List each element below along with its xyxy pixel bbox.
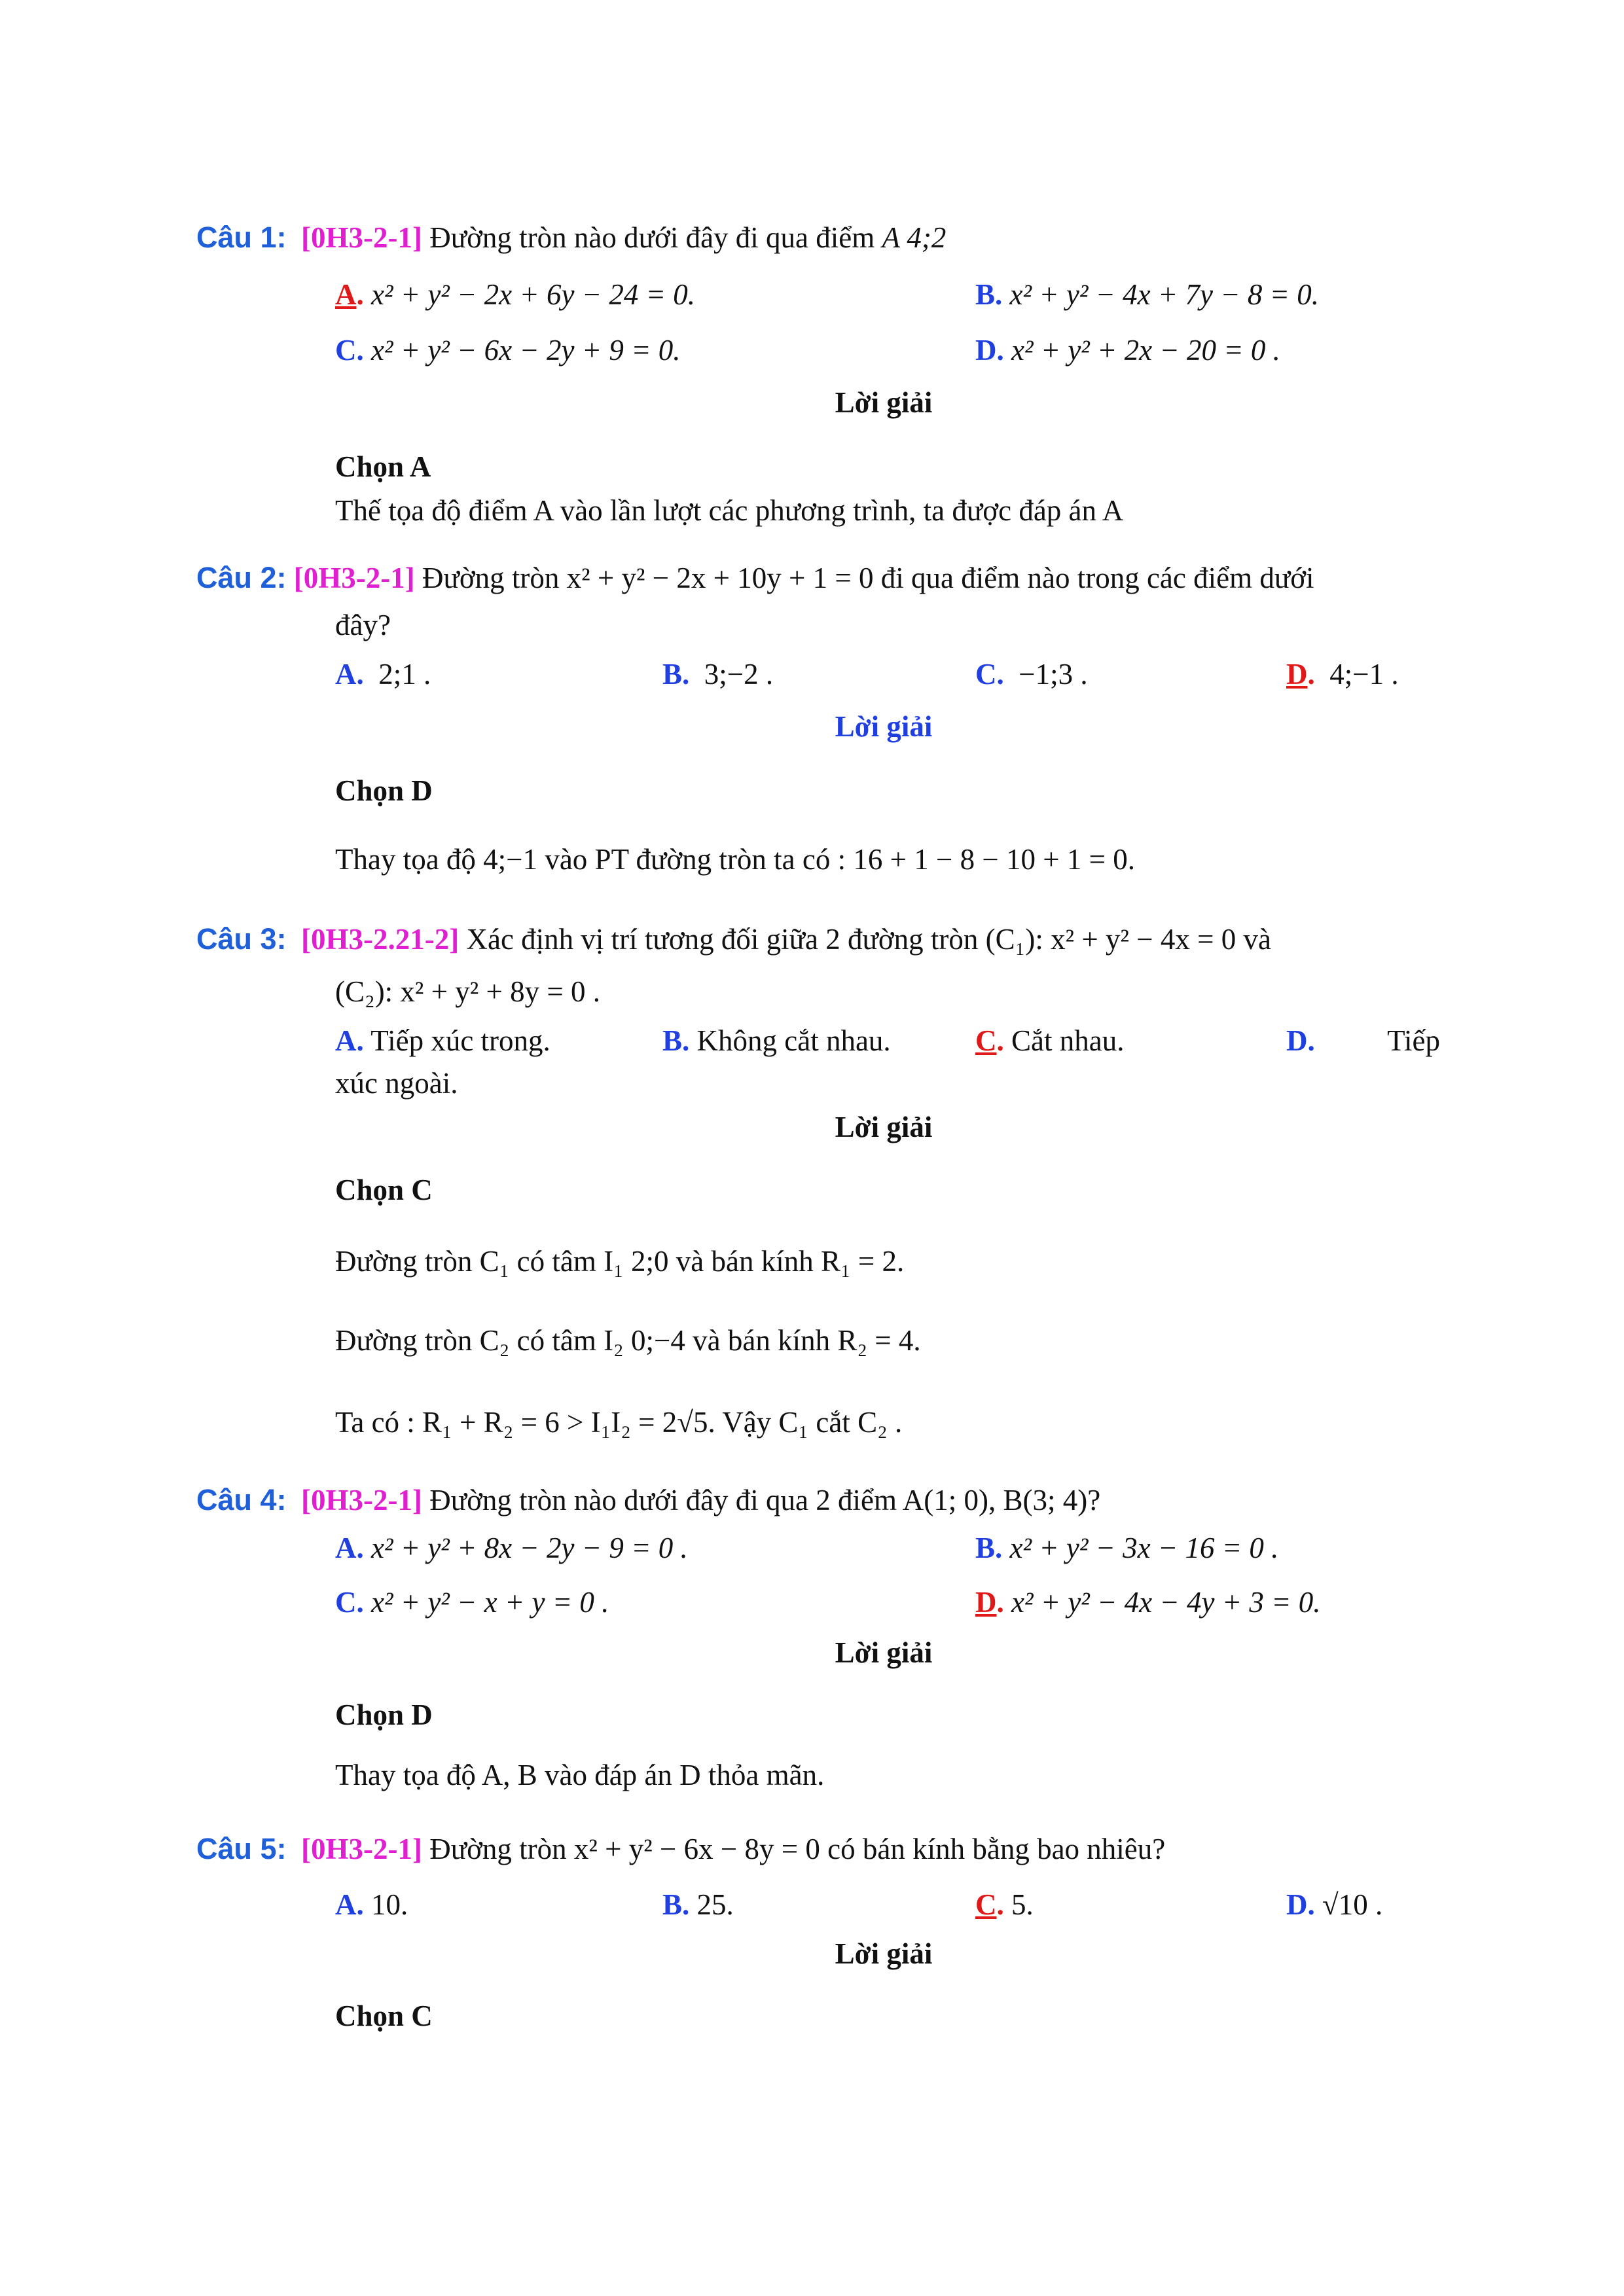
question-1-line bbox=[196, 218, 946, 257]
option-c[interactable] bbox=[975, 655, 1088, 694]
solution-title: Lời giải bbox=[835, 1111, 933, 1143]
chosen-answer: Chọn C bbox=[335, 2000, 433, 2032]
option-text: x² + y² + 8x − 2y − 9 = 0 . bbox=[371, 1532, 688, 1564]
option-letter: D. bbox=[975, 334, 1004, 367]
solution-title: Lời giải bbox=[835, 386, 933, 419]
option-b[interactable] bbox=[975, 275, 1319, 314]
option-text: 25. bbox=[696, 1888, 734, 1921]
option-letter: A bbox=[335, 278, 357, 311]
option-text: Không cắt nhau. bbox=[696, 1024, 891, 1057]
option-text: −1;3 . bbox=[1019, 658, 1088, 691]
option-text-continued: xúc ngoài. bbox=[335, 1067, 458, 1100]
option-letter: B. bbox=[975, 1532, 1003, 1564]
question-text-continued: đây? bbox=[335, 609, 391, 641]
option-text: 2;1 . bbox=[378, 658, 431, 691]
question-label: Câu 1: bbox=[196, 221, 287, 254]
solution-title: Lời giải bbox=[835, 1937, 933, 1970]
option-letter: A. bbox=[335, 658, 364, 691]
option-d[interactable] bbox=[975, 331, 1280, 370]
option-c[interactable]: C. 5. bbox=[975, 1888, 1034, 1921]
option-letter: B. bbox=[662, 1024, 690, 1057]
explanation-line: Đường tròn C₁ có tâm I₁ 2;0 và bán kính R₁ = 2. bbox=[335, 1245, 905, 1278]
option-letter: C. bbox=[975, 658, 1004, 691]
option-text: x² + y² − 4x − 4y + 3 = 0. bbox=[1011, 1586, 1321, 1619]
question-5-line bbox=[196, 1829, 1165, 1869]
question-4-line bbox=[196, 1480, 1100, 1520]
question-text: Đường tròn nào dưới đây đi qua 2 điểm A(1; 0), B(3; 4)? bbox=[429, 1484, 1101, 1516]
explanation-line: Đường tròn C₂ có tâm I₂ 0;−4 và bán kính R₂ = 4. bbox=[335, 1324, 921, 1357]
explanation-line: Ta có : R₁ + R₂ = 6 > I₁I₂ = 2√5. Vậy C₁ cắt C₂ . bbox=[335, 1406, 903, 1439]
option-d[interactable]: D. 4;−1 . bbox=[1286, 658, 1399, 691]
question-3-line bbox=[196, 920, 1271, 959]
option-text: x² + y² − 3x − 16 = 0 . bbox=[1009, 1532, 1279, 1564]
option-text: x² + y² − 4x + 7y − 8 = 0. bbox=[1009, 278, 1319, 311]
question-tag: [0H3-2-1] bbox=[301, 1484, 422, 1516]
question-label: Câu 2: bbox=[196, 561, 287, 594]
option-text: x² + y² − 6x − 2y + 9 = 0. bbox=[371, 334, 681, 367]
question-tag: [0H3-2-1] bbox=[293, 562, 415, 594]
option-letter: C bbox=[975, 1024, 997, 1057]
explanation-line: Thay tọa độ 4;−1 vào PT đường tròn ta có : 16 + 1 − 8 − 10 + 1 = 0. bbox=[335, 843, 1136, 876]
option-letter: A. bbox=[335, 1024, 364, 1057]
option-text: 4;−1 . bbox=[1329, 658, 1399, 691]
option-d[interactable] bbox=[1286, 1021, 1440, 1060]
option-letter: C bbox=[975, 1888, 997, 1921]
option-text: Cắt nhau. bbox=[1011, 1024, 1125, 1057]
question-label: Câu 5: bbox=[196, 1832, 287, 1865]
option-text: √10 . bbox=[1322, 1888, 1383, 1921]
question-2-line bbox=[196, 558, 1314, 598]
explanation-line: Thế tọa độ điểm A vào lần lượt các phương trình, ta được đáp án A bbox=[335, 494, 1124, 527]
option-letter: C. bbox=[335, 334, 364, 367]
option-text: 10. bbox=[371, 1888, 408, 1921]
question-tag: [0H3-2-1] bbox=[301, 1833, 422, 1865]
option-b[interactable] bbox=[662, 655, 773, 694]
question-text: Đường tròn x² + y² − 2x + 10y + 1 = 0 đi qua điểm nào trong các điểm dưới bbox=[422, 562, 1314, 594]
option-letter: D bbox=[1286, 658, 1308, 691]
question-label: Câu 3: bbox=[196, 922, 287, 956]
option-text: 5. bbox=[1011, 1888, 1034, 1921]
option-a[interactable] bbox=[335, 1885, 408, 1924]
chosen-answer: Chọn C bbox=[335, 1174, 433, 1206]
option-b[interactable] bbox=[662, 1021, 891, 1060]
option-d[interactable]: D. x² + y² − 4x − 4y + 3 = 0. bbox=[975, 1586, 1321, 1619]
option-a[interactable]: A. x² + y² − 2x + 6y − 24 = 0. bbox=[335, 278, 695, 311]
option-text: x² + y² − x + y = 0 . bbox=[371, 1586, 609, 1619]
option-a[interactable] bbox=[335, 655, 431, 694]
option-c[interactable]: C. Cắt nhau. bbox=[975, 1024, 1125, 1057]
solution-title: Lời giải bbox=[835, 710, 933, 743]
option-letter: D bbox=[975, 1586, 997, 1619]
option-letter: B. bbox=[975, 278, 1003, 311]
option-letter: D. bbox=[1286, 1888, 1315, 1921]
chosen-answer: Chọn A bbox=[335, 450, 431, 483]
option-letter: B. bbox=[662, 658, 690, 691]
option-text: x² + y² − 2x + 6y − 24 = 0. bbox=[371, 278, 695, 311]
option-text: Tiếp xúc trong. bbox=[370, 1024, 550, 1057]
question-text-continued: (C₂): x² + y² + 8y = 0 . bbox=[335, 975, 601, 1008]
option-letter: C. bbox=[335, 1586, 364, 1619]
question-point: A 4;2 bbox=[882, 221, 947, 254]
option-b[interactable] bbox=[662, 1885, 734, 1924]
question-label: Câu 4: bbox=[196, 1483, 287, 1516]
solution-title: Lời giải bbox=[835, 1636, 933, 1669]
option-text: 3;−2 . bbox=[704, 658, 774, 691]
explanation-line: Thay tọa độ A, B vào đáp án D thỏa mãn. bbox=[335, 1759, 825, 1791]
option-c[interactable] bbox=[335, 1583, 609, 1622]
question-text: Xác định vị trí tương đối giữa 2 đường tròn (C₁): x² + y² − 4x = 0 và bbox=[466, 923, 1271, 956]
option-letter: B. bbox=[662, 1888, 690, 1921]
question-tag: [0H3-2-1] bbox=[301, 221, 422, 254]
option-c[interactable] bbox=[335, 331, 680, 370]
chosen-answer: Chọn D bbox=[335, 774, 433, 807]
option-a[interactable] bbox=[335, 1021, 550, 1060]
option-letter: D. bbox=[1286, 1024, 1315, 1057]
option-letter: A. bbox=[335, 1532, 364, 1564]
option-text: Tiếp bbox=[1387, 1024, 1440, 1057]
chosen-answer: Chọn D bbox=[335, 1698, 433, 1731]
option-letter: A. bbox=[335, 1888, 364, 1921]
option-text: x² + y² + 2x − 20 = 0 . bbox=[1011, 334, 1280, 367]
option-d[interactable] bbox=[1286, 1885, 1382, 1924]
question-text: Đường tròn x² + y² − 6x − 8y = 0 có bán kính bằng bao nhiêu? bbox=[429, 1833, 1166, 1865]
option-a[interactable] bbox=[335, 1528, 688, 1568]
option-b[interactable] bbox=[975, 1528, 1278, 1568]
question-tag: [0H3-2.21-2] bbox=[301, 923, 460, 956]
question-text: Đường tròn nào dưới đây đi qua điểm bbox=[429, 221, 875, 254]
